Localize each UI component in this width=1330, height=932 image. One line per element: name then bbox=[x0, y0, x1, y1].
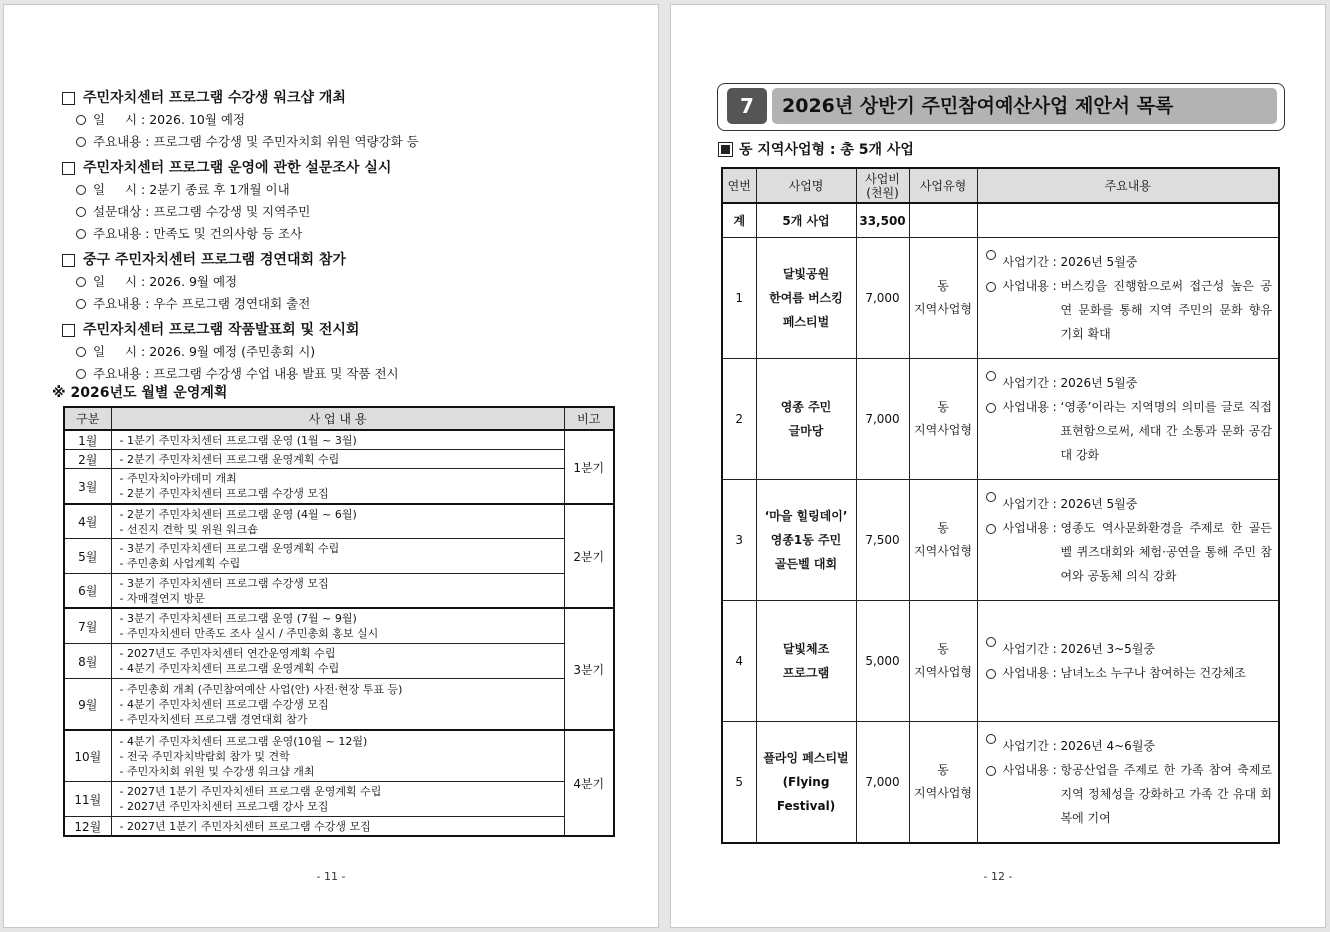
event-outline bbox=[62, 83, 622, 385]
item-label: 주요내용 : bbox=[93, 296, 154, 311]
circle-bullet-icon bbox=[76, 115, 86, 125]
header-content: 주요내용 bbox=[977, 168, 1279, 203]
project-name bbox=[756, 722, 856, 844]
item-value: 2026. 10월 예정 bbox=[149, 112, 246, 127]
item-value: 2분기 종료 후 1개월 이내 bbox=[149, 182, 290, 197]
items-cell bbox=[111, 782, 564, 817]
item-label: 일 시 : bbox=[93, 112, 150, 127]
project-name bbox=[756, 601, 856, 722]
plan-item: - 2027년 1분기 주민자치센터 프로그램 수강생 모집 bbox=[119, 819, 371, 833]
month-cell: 12월 bbox=[64, 817, 111, 837]
plan-item: - 2분기 주민자치센터 프로그램 운영계획 수립 bbox=[119, 452, 340, 466]
period-value: 2026년 3~5월중 bbox=[1060, 642, 1156, 656]
table-row bbox=[64, 679, 614, 731]
chapter-banner bbox=[717, 83, 1285, 131]
section bbox=[62, 249, 622, 315]
quarter-cell: 1분기 bbox=[564, 430, 614, 504]
square-bullet-icon bbox=[721, 145, 730, 154]
total-row bbox=[722, 203, 1279, 238]
period-line bbox=[986, 637, 1273, 661]
plan-item: - 2027년 주민자치센터 프로그램 강사 모집 bbox=[119, 800, 329, 813]
section bbox=[62, 157, 622, 245]
plan-item: - 주민자치회 위원 및 수강생 워크샵 개최 bbox=[119, 764, 315, 778]
project-type bbox=[909, 359, 977, 480]
month-cell: 9월 bbox=[64, 679, 111, 731]
section-title bbox=[62, 319, 622, 341]
plan-item: - 주민자치아카데미 개최 bbox=[119, 472, 237, 485]
section bbox=[62, 319, 622, 385]
item-value: 프로그램 수강생 수업 내용 발표 및 작품 전시 bbox=[153, 366, 399, 381]
project-type-line: 동 bbox=[937, 521, 949, 535]
section-item bbox=[62, 179, 622, 201]
project-cost: 5,000 bbox=[856, 601, 909, 722]
project-type bbox=[909, 480, 977, 601]
circle-bullet-icon bbox=[986, 403, 996, 413]
table-row bbox=[64, 608, 614, 644]
section-title-text: 주민자치센터 프로그램 운영에 관한 설문조사 실시 bbox=[83, 160, 392, 176]
table-row bbox=[64, 504, 614, 539]
header-cost-line1: 사업비 bbox=[865, 171, 900, 186]
items-cell bbox=[111, 730, 564, 782]
project-name-line: 달빛공원 bbox=[782, 267, 830, 281]
quarter-cell: 2분기 bbox=[564, 504, 614, 608]
project-content bbox=[977, 480, 1279, 601]
period-label: 사업기간 : bbox=[1002, 497, 1061, 511]
items-cell bbox=[111, 504, 564, 539]
project-name-line: (Flying Festival) bbox=[776, 775, 836, 813]
item-label: 일 시 : bbox=[93, 182, 150, 197]
section-item bbox=[62, 109, 622, 131]
plan-item: - 2027년도 주민자치센터 연간운영계획 수립 bbox=[119, 647, 336, 660]
circle-bullet-icon bbox=[76, 277, 86, 287]
total-content bbox=[977, 203, 1279, 238]
month-cell: 7월 bbox=[64, 608, 111, 644]
period-label: 사업기간 : bbox=[1002, 739, 1061, 753]
page-11 bbox=[3, 4, 659, 928]
month-cell: 3월 bbox=[64, 469, 111, 505]
month-cell: 11월 bbox=[64, 782, 111, 817]
content-line bbox=[986, 395, 1273, 467]
table-row bbox=[722, 480, 1279, 601]
item-value: 2026. 9월 예정 bbox=[149, 274, 238, 289]
period-value: 2026년 5월중 bbox=[1060, 376, 1138, 390]
table-row bbox=[64, 730, 614, 782]
project-name-line: 글마당 bbox=[788, 424, 824, 438]
item-label: 주요내용 : bbox=[93, 134, 154, 149]
period-line bbox=[986, 734, 1273, 758]
circle-bullet-icon bbox=[986, 371, 996, 381]
items-cell bbox=[111, 679, 564, 731]
plan-item: - 3분기 주민자치센터 프로그램 운영계획 수립 bbox=[119, 542, 340, 555]
project-type-line: 지역사업형 bbox=[914, 665, 972, 679]
table-row bbox=[64, 644, 614, 679]
section-title-text: 주민자치센터 프로그램 수강생 워크샵 개최 bbox=[83, 90, 346, 106]
page-number: - 11 - bbox=[316, 870, 346, 883]
table-row bbox=[64, 574, 614, 609]
total-name: 5개 사업 bbox=[756, 203, 856, 238]
circle-bullet-icon bbox=[986, 492, 996, 502]
plan-item: - 자매결연지 방문 bbox=[119, 591, 205, 605]
month-cell: 1월 bbox=[64, 430, 111, 450]
header-name: 사업명 bbox=[756, 168, 856, 203]
item-value: 프로그램 수강생 및 주민자치회 위원 역량강화 등 bbox=[153, 134, 419, 149]
section-item bbox=[62, 131, 622, 153]
subheading bbox=[721, 139, 914, 159]
quarter-cell: 3분기 bbox=[564, 608, 614, 730]
project-type-line: 지역사업형 bbox=[914, 302, 972, 316]
period-value: 2026년 5월중 bbox=[1060, 255, 1138, 269]
plan-item: - 2분기 주민자치센터 프로그램 수강생 모집 bbox=[119, 487, 329, 500]
item-value: 2026. 9월 예정 (주민총회 시) bbox=[149, 344, 316, 359]
table-row bbox=[64, 469, 614, 505]
plan-item: - 3분기 주민자치센터 프로그램 운영 (7월 ~ 9월) bbox=[119, 612, 357, 625]
plan-item: - 4분기 주민자치센터 프로그램 수강생 모집 bbox=[119, 697, 329, 711]
plan-item: - 주민자치센터 만족도 조사 실시 / 주민총회 홍보 실시 bbox=[119, 627, 379, 640]
project-type bbox=[909, 722, 977, 844]
project-name bbox=[756, 480, 856, 601]
project-type bbox=[909, 601, 977, 722]
square-bullet-icon bbox=[62, 254, 75, 267]
circle-bullet-icon bbox=[986, 766, 996, 776]
content-label: 사업내용 : bbox=[1002, 666, 1061, 680]
header-content: 사 업 내 용 bbox=[111, 407, 564, 430]
square-bullet-icon bbox=[62, 162, 75, 175]
project-name-line: 플라잉 페스티벌 bbox=[763, 751, 849, 765]
total-type bbox=[909, 203, 977, 238]
project-type-line: 동 bbox=[937, 279, 949, 293]
circle-bullet-icon bbox=[986, 282, 996, 292]
proposal-table bbox=[721, 167, 1280, 844]
header-cost bbox=[856, 168, 909, 203]
items-cell bbox=[111, 430, 564, 450]
period-label: 사업기간 : bbox=[1002, 376, 1061, 390]
month-cell: 5월 bbox=[64, 539, 111, 574]
circle-bullet-icon bbox=[986, 637, 996, 647]
monthly-plan-title: ※ 2026년도 월별 운영계획 bbox=[52, 385, 228, 401]
item-value: 우수 프로그램 경연대회 출전 bbox=[153, 296, 311, 311]
chapter-title: 2026년 상반기 주민참여예산사업 제안서 목록 bbox=[772, 88, 1277, 124]
period-line bbox=[986, 250, 1273, 274]
project-name-line: 프로그램 bbox=[782, 666, 830, 680]
total-cost: 33,500 bbox=[856, 203, 909, 238]
content-line bbox=[986, 758, 1273, 830]
project-no: 3 bbox=[722, 480, 756, 601]
circle-bullet-icon bbox=[76, 299, 86, 309]
section-item bbox=[62, 201, 622, 223]
section-title bbox=[62, 157, 622, 179]
project-no: 2 bbox=[722, 359, 756, 480]
header-division: 구분 bbox=[64, 407, 111, 430]
section-title-text: 중구 주민자치센터 프로그램 경연대회 참가 bbox=[83, 252, 346, 268]
item-label: 주요내용 : bbox=[93, 226, 154, 241]
section-item bbox=[62, 223, 622, 245]
project-content bbox=[977, 722, 1279, 844]
content-value: 남녀노소 누구나 참여하는 건강체조 bbox=[1060, 666, 1246, 680]
header-no: 연번 bbox=[722, 168, 756, 203]
project-name bbox=[756, 359, 856, 480]
period-value: 2026년 4~6월중 bbox=[1060, 739, 1156, 753]
circle-bullet-icon bbox=[76, 369, 86, 379]
project-cost: 7,500 bbox=[856, 480, 909, 601]
project-cost: 7,000 bbox=[856, 238, 909, 359]
table-row bbox=[64, 782, 614, 817]
circle-bullet-icon bbox=[76, 207, 86, 217]
project-name-line: 페스티벌 bbox=[782, 315, 830, 329]
content-label: 사업내용 : bbox=[1002, 521, 1061, 535]
table-row bbox=[64, 430, 614, 450]
content-value: 버스킹을 진행함으로써 접근성 높은 공연 문화를 통해 지역 주민의 문화 향유 기회 확대 bbox=[1060, 279, 1272, 341]
project-type-line: 지역사업형 bbox=[914, 786, 972, 800]
monthly-plan-table bbox=[63, 406, 615, 837]
table-row bbox=[722, 359, 1279, 480]
project-type-line: 동 bbox=[937, 400, 949, 414]
content-line bbox=[986, 274, 1273, 346]
item-label: 설문대상 : bbox=[93, 204, 154, 219]
project-name-line: 골든벨 대회 bbox=[774, 557, 838, 571]
header-cost-line2: (천원) bbox=[866, 185, 899, 200]
items-cell bbox=[111, 450, 564, 469]
page-number: - 12 - bbox=[983, 870, 1013, 883]
circle-bullet-icon bbox=[986, 734, 996, 744]
section-item bbox=[62, 341, 622, 363]
period-label: 사업기간 : bbox=[1002, 255, 1061, 269]
plan-item: - 2분기 주민자치센터 프로그램 운영 (4월 ~ 6월) bbox=[119, 507, 357, 521]
content-value: ‘영종’이라는 지역명의 의미를 글로 직접 표현함으로써, 세대 간 소통과 문화 공감대 강화 bbox=[1060, 400, 1272, 462]
table-row bbox=[722, 601, 1279, 722]
square-bullet-icon bbox=[62, 324, 75, 337]
project-no: 1 bbox=[722, 238, 756, 359]
plan-item: - 2027년 1분기 주민자치센터 프로그램 운영계획 수립 bbox=[119, 785, 382, 798]
content-label: 사업내용 : bbox=[1002, 400, 1061, 414]
month-cell: 6월 bbox=[64, 574, 111, 609]
square-bullet-icon bbox=[62, 92, 75, 105]
period-value: 2026년 5월중 bbox=[1060, 497, 1138, 511]
content-value: 항공산업을 주제로 한 가족 참여 축제로 지역 정체성을 강화하고 가족 간 유대 회복에 기여 bbox=[1060, 763, 1272, 825]
month-cell: 2월 bbox=[64, 450, 111, 469]
project-content bbox=[977, 359, 1279, 480]
items-cell bbox=[111, 608, 564, 644]
circle-bullet-icon bbox=[76, 185, 86, 195]
item-label: 일 시 : bbox=[93, 344, 150, 359]
table-header-row bbox=[722, 168, 1279, 203]
plan-item: - 4분기 주민자치센터 프로그램 운영(10월 ~ 12월) bbox=[119, 734, 368, 748]
plan-item: - 전국 주민자치박람회 참가 및 견학 bbox=[119, 749, 290, 763]
project-type-line: 지역사업형 bbox=[914, 544, 972, 558]
project-name-line: 영종1동 주민 bbox=[770, 533, 842, 547]
section-title bbox=[62, 249, 622, 271]
circle-bullet-icon bbox=[986, 250, 996, 260]
table-row bbox=[64, 450, 614, 469]
project-name-line: 한여름 버스킹 bbox=[769, 291, 843, 305]
items-cell bbox=[111, 539, 564, 574]
project-type-line: 지역사업형 bbox=[914, 423, 972, 437]
period-line bbox=[986, 492, 1273, 516]
item-label: 일 시 : bbox=[93, 274, 150, 289]
table-row bbox=[64, 539, 614, 574]
project-no: 5 bbox=[722, 722, 756, 844]
section bbox=[62, 87, 622, 153]
content-line bbox=[986, 516, 1273, 588]
circle-bullet-icon bbox=[76, 137, 86, 147]
items-cell bbox=[111, 574, 564, 609]
project-cost: 7,000 bbox=[856, 722, 909, 844]
project-cost: 7,000 bbox=[856, 359, 909, 480]
project-name-line: 달빛체조 bbox=[782, 642, 830, 656]
month-cell: 8월 bbox=[64, 644, 111, 679]
project-name-line: ‘마을 힐링데이’ bbox=[764, 509, 848, 523]
item-label: 주요내용 : bbox=[93, 366, 154, 381]
project-name bbox=[756, 238, 856, 359]
chapter-number: 7 bbox=[727, 88, 767, 124]
table-header-row bbox=[64, 407, 614, 430]
period-label: 사업기간 : bbox=[1002, 642, 1061, 656]
circle-bullet-icon bbox=[986, 524, 996, 534]
quarter-cell: 4분기 bbox=[564, 730, 614, 836]
page-12 bbox=[670, 4, 1326, 928]
section-item bbox=[62, 293, 622, 315]
content-line bbox=[986, 661, 1273, 685]
item-value: 프로그램 수강생 및 지역주민 bbox=[153, 204, 311, 219]
project-type-line: 동 bbox=[937, 642, 949, 656]
circle-bullet-icon bbox=[76, 229, 86, 239]
header-note: 비고 bbox=[564, 407, 614, 430]
content-value: 영종도 역사문화환경을 주제로 한 골든벨 퀴즈대회와 체험·공연을 통해 주민 참여와 공동체 의식 강화 bbox=[1060, 521, 1272, 583]
subheading-text: 동 지역사업형 : 총 5개 사업 bbox=[739, 142, 914, 158]
table-row bbox=[64, 817, 614, 837]
project-no: 4 bbox=[722, 601, 756, 722]
plan-item: - 주민총회 개최 (주민참여예산 사업(안) 사전·현장 투표 등) bbox=[119, 682, 403, 696]
section-title-text: 주민자치센터 프로그램 작품발표회 및 전시회 bbox=[83, 322, 360, 338]
plan-item: - 1분기 주민자치센터 프로그램 운영 (1월 ~ 3월) bbox=[119, 433, 357, 447]
plan-item: - 주민총회 사업계획 수립 bbox=[119, 557, 241, 570]
item-value: 만족도 및 건의사항 등 조사 bbox=[153, 226, 303, 241]
project-content bbox=[977, 601, 1279, 722]
month-cell: 4월 bbox=[64, 504, 111, 539]
content-label: 사업내용 : bbox=[1002, 763, 1061, 777]
circle-bullet-icon bbox=[986, 669, 996, 679]
project-content bbox=[977, 238, 1279, 359]
plan-item: - 4분기 주민자치센터 프로그램 운영계획 수립 bbox=[119, 662, 340, 675]
table-row bbox=[722, 238, 1279, 359]
project-name-line: 영종 주민 bbox=[780, 400, 832, 414]
plan-item: - 3분기 주민자치센터 프로그램 수강생 모집 bbox=[119, 576, 329, 590]
project-type bbox=[909, 238, 977, 359]
section-item bbox=[62, 271, 622, 293]
plan-item: - 주민자치센터 프로그램 경연대회 참가 bbox=[119, 712, 308, 726]
content-label: 사업내용 : bbox=[1002, 279, 1061, 293]
items-cell bbox=[111, 644, 564, 679]
month-cell: 10월 bbox=[64, 730, 111, 782]
items-cell bbox=[111, 817, 564, 837]
period-line bbox=[986, 371, 1273, 395]
table-row bbox=[722, 722, 1279, 844]
items-cell bbox=[111, 469, 564, 505]
circle-bullet-icon bbox=[76, 347, 86, 357]
header-type: 사업유형 bbox=[909, 168, 977, 203]
plan-item: - 선진지 견학 및 위원 워크숍 bbox=[119, 522, 258, 536]
total-label: 계 bbox=[722, 203, 756, 238]
section-title bbox=[62, 87, 622, 109]
project-type-line: 동 bbox=[937, 763, 949, 777]
